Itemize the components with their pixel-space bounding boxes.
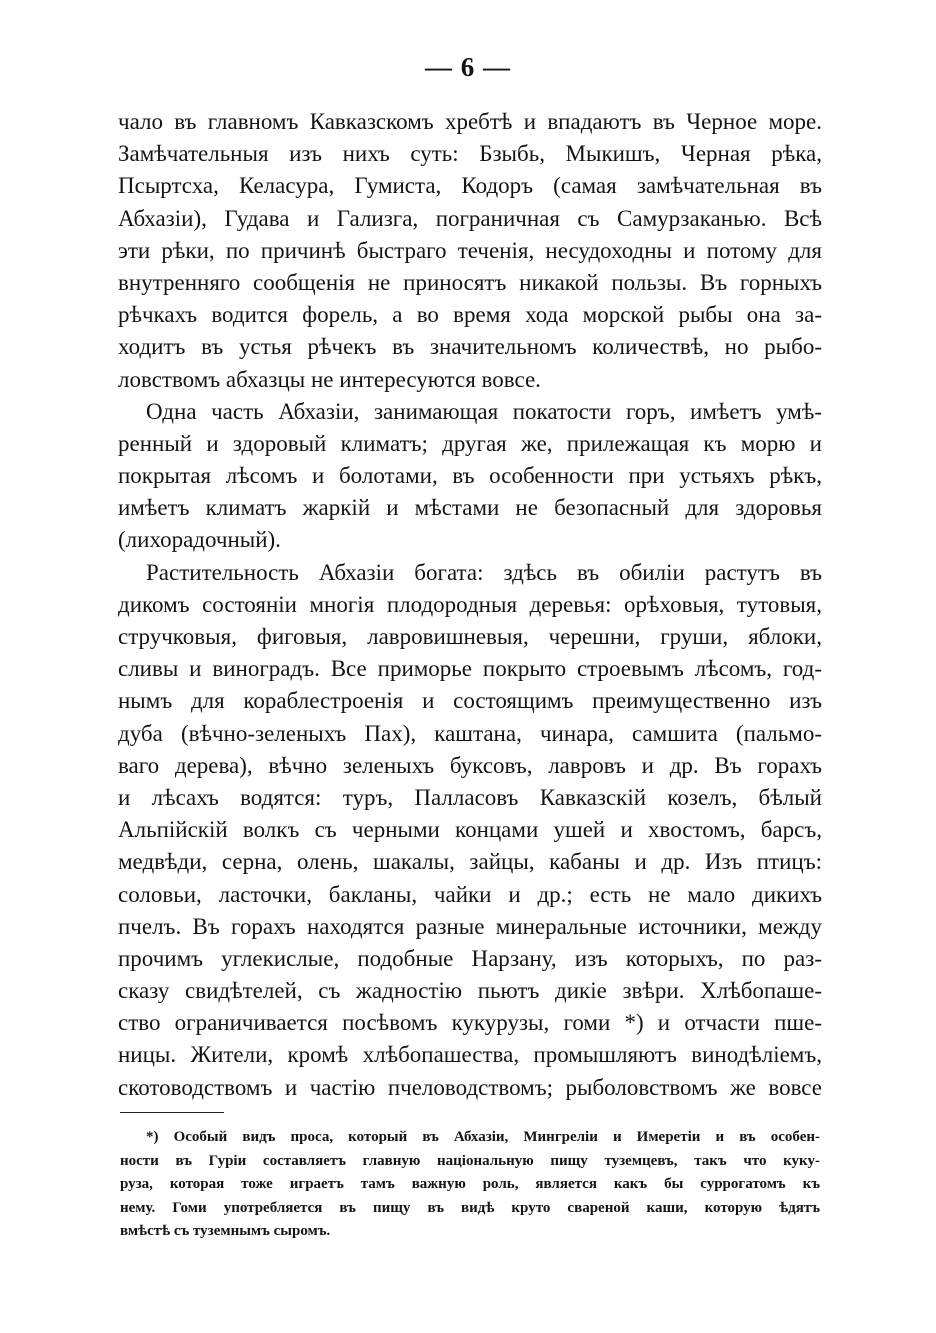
text-line: медвѣди, серна, олень, шакалы, зайцы, кабаны и др. Изъ птицъ: xyxy=(118,849,822,875)
text-line: ство ограничивается посѣвомъ кукурузы, гоми *) и отчасти пше- xyxy=(118,1010,822,1036)
text-line: пчелъ. Въ горахъ находятся разные минеральные источники, между xyxy=(118,913,822,939)
text-line: Альпійскій волкъ съ черными концами ушей и хвостомъ, барсъ, xyxy=(118,817,822,843)
text-line: Замѣчательныя изъ нихъ суть: Бзыбь, Мыкишъ, Черная рѣка, xyxy=(118,141,822,167)
text-line: ходитъ въ устья рѣчекъ въ значительномъ количествѣ, но рыбо- xyxy=(118,334,822,360)
text-line: ницы. Жители, кромѣ хлѣбопашества, промышляютъ винодѣліемъ, xyxy=(118,1042,822,1068)
footnote xyxy=(120,1126,820,1244)
text-line: эти рѣки, по причинѣ быстраго теченія, несудоходны и потому для xyxy=(118,237,822,263)
text-line: имѣетъ климатъ жаркій и мѣстами не безопасный для здоровья xyxy=(118,495,822,521)
text-line: сливы и виноградъ. Все приморье покрыто строевымъ лѣсомъ, год- xyxy=(118,656,822,682)
text-line: Псыртсха, Келасура, Гумиста, Кодоръ (самая замѣчательная въ xyxy=(118,173,822,199)
text-line: и лѣсахъ водятся: туръ, Палласовъ Кавказскій козелъ, бѣлый xyxy=(118,784,822,810)
text-line: ренный и здоровый климатъ; другая же, прилежащая къ морю и xyxy=(118,430,822,456)
text-line: соловьи, ласточки, бакланы, чайки и др.; есть не мало дикихъ xyxy=(118,881,822,907)
text-line: сказу свидѣтелей, съ жадностію пьютъ дикіе звѣри. Хлѣбопаше- xyxy=(118,978,822,1004)
text-line: чало въ главномъ Кавказскомъ хребтѣ и впадаютъ въ Черное море. xyxy=(118,109,822,134)
text-line: покрытая лѣсомъ и болотами, въ особенности при устьяхъ рѣкъ, xyxy=(118,463,822,489)
footnote-line: *) Особый видъ проса, который въ Абхазіи, Мингреліи и Имеретіи и въ особен- xyxy=(146,1129,820,1145)
text-line: прочимъ углекислые, подобные Нарзану, изъ которыхъ, по раз- xyxy=(118,945,822,971)
text-line: дуба (вѣчно-зеленыхъ Паx), каштана, чинара, самшита (пальмо- xyxy=(118,720,822,746)
text-line: дикомъ состояніи многія плодородныя деревья: орѣховыя, тутовыя, xyxy=(118,591,822,617)
text-line: (лихорадочный). xyxy=(118,527,281,553)
footnote-line: вмѣстѣ съ туземнымъ сыромъ. xyxy=(120,1223,331,1240)
text-line: рѣчкахъ водится форель, а во время хода морской рыбы она за- xyxy=(118,302,822,328)
text-line: нымъ для кораблестроенія и состоящимъ преимущественно изъ xyxy=(118,688,822,714)
footnote-line: руза, которая тоже играетъ тамъ важную роль, является какъ бы суррогатомъ къ xyxy=(120,1176,820,1193)
text-line: Одна часть Абхазіи, занимающая покатости горъ, имѣетъ умѣ- xyxy=(146,398,822,424)
text-line: Растительность Абхазіи богата: здѣсь въ обиліи растутъ въ xyxy=(146,559,822,585)
main-text xyxy=(118,106,822,1104)
footnote-divider xyxy=(120,1112,224,1113)
text-line: ловствомъ абхазцы не интересуются вовсе. xyxy=(118,366,541,392)
text-line: скотоводствомъ и частію пчеловодствомъ; рыболовствомъ же вовсе xyxy=(118,1074,822,1100)
page-number: — 6 — xyxy=(425,52,511,82)
footnote-line: нему. Гоми употребляется въ пищу въ видѣ круто свареной каши, которую ѣдятъ xyxy=(120,1199,820,1216)
text-line: стручковыя, фиговыя, лавровишневыя, черешни, груши, яблоки, xyxy=(118,624,822,649)
text-line: ваго дерева), вѣчно зеленыхъ буксовъ, лавровъ и др. Въ горахъ xyxy=(118,752,822,778)
footnote-line: ности въ Гуріи составляетъ главную національную пищу туземцевъ, такъ что куку- xyxy=(120,1152,820,1169)
text-line: Абхазіи), Гудава и Гализга, пограничная съ Самурзаканью. Всѣ xyxy=(118,205,822,231)
text-line: внутренняго сообщенія не приносятъ никакой пользы. Въ горныхъ xyxy=(118,269,822,295)
